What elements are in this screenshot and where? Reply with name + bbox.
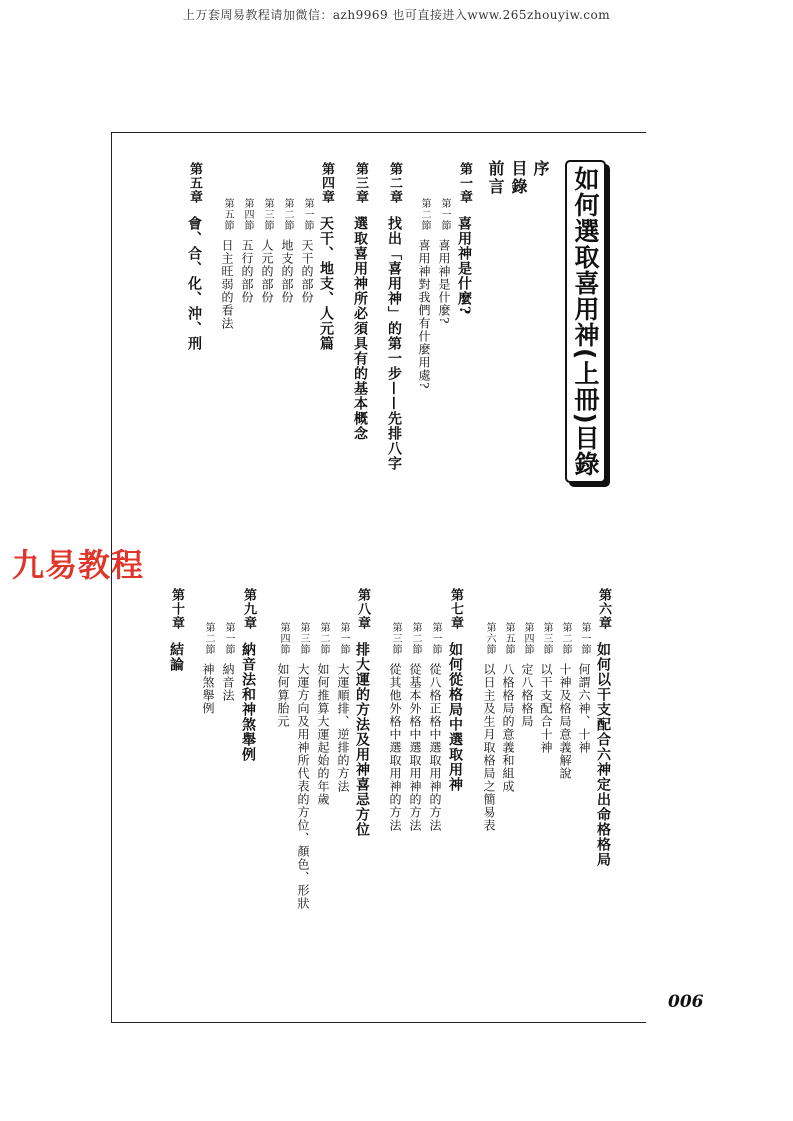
section-title: 人元的部份 [260, 239, 274, 304]
section-title: 從其他外格中選取用神的方法 [388, 663, 402, 832]
toc-section-8-1 [335, 622, 351, 793]
toc-section-4-1 [299, 198, 315, 304]
section-title: 日主旺弱的看法 [220, 239, 234, 330]
page-number: 006 [668, 992, 704, 1012]
toc-chapter-2 [386, 162, 402, 471]
section-title: 地支的部份 [280, 239, 294, 304]
toc-section-6-2 [557, 622, 573, 780]
section-title: 何謂六神、十神 [577, 663, 591, 754]
chapter-title: 會、合、化、沖、刑 [186, 216, 202, 351]
toc-foreword: 前言 [486, 160, 505, 196]
toc-chapter-6 [595, 588, 611, 867]
section-title: 喜用神對我們有什麼用處? [417, 239, 431, 390]
toc-section-4-4 [239, 198, 255, 304]
section-title: 納音法 [221, 663, 235, 702]
chapter-title: 納音法和神煞舉例 [240, 642, 256, 762]
section-title: 天干的部份 [300, 239, 314, 304]
header-banner: 上万套周易教程请加微信：azh9969 也可直接进入www.265zhouyiw.com [182, 8, 611, 22]
toc-chapter-1 [456, 162, 472, 315]
section-label: 第二節 [560, 622, 571, 655]
section-label: 第一節 [439, 198, 450, 231]
toc-chapter-10 [168, 588, 184, 672]
section-title: 如何推算大運起始的年歲 [316, 663, 330, 806]
toc-section-4-3 [259, 198, 275, 304]
toc-section-7-2 [407, 622, 423, 832]
section-label: 第一節 [223, 622, 234, 655]
chapter-title: 結論 [168, 642, 184, 672]
toc-section-7-3 [387, 622, 403, 832]
chapter-label: 第四章 [319, 162, 334, 204]
toc-section-4-5 [219, 198, 235, 330]
chapter-label: 第二章 [387, 162, 402, 204]
chapter-label: 第九章 [241, 588, 256, 630]
section-title: 從八格正格中選取用神的方法 [428, 663, 442, 832]
section-label: 第五節 [222, 198, 233, 231]
toc-contents: 目錄 [509, 160, 528, 196]
toc-section-6-3 [538, 622, 554, 754]
section-label: 第三節 [541, 622, 552, 655]
section-label: 第三節 [298, 622, 309, 655]
chapter-label: 第七章 [448, 588, 463, 630]
section-title: 喜用神是什麼? [437, 239, 451, 325]
section-title: 八格格局的意義和組成 [501, 663, 515, 793]
section-label: 第一節 [302, 198, 313, 231]
toc-chapter-7 [447, 588, 463, 792]
chapter-title: 選取喜用神所必須具有的基本概念 [352, 216, 368, 441]
chapter-title: 喜用神是什麼? [456, 216, 472, 316]
toc-section-1-2 [416, 198, 432, 389]
toc-section-6-4 [519, 622, 535, 728]
toc-section-7-1 [427, 622, 443, 832]
chapter-title: 如何以干支配合六神定出命格格局 [595, 642, 611, 867]
section-label: 第五節 [503, 622, 514, 655]
toc-chapter-8 [354, 588, 370, 837]
chapter-label: 第八章 [355, 588, 370, 630]
toc-section-6-5 [500, 622, 516, 793]
toc-section-6-1 [576, 622, 592, 754]
toc-preface: 序 [531, 160, 550, 178]
chapter-label: 第十章 [169, 588, 184, 630]
section-title: 五行的部份 [240, 239, 254, 304]
chapter-title: 排大運的方法及用神喜忌方位 [354, 642, 370, 837]
toc-section-8-4 [275, 622, 291, 728]
toc-section-9-2 [200, 622, 216, 715]
chapter-label: 第五章 [187, 162, 202, 204]
section-label: 第二節 [203, 622, 214, 655]
toc-section-4-2 [279, 198, 295, 304]
section-label: 第四節 [522, 622, 533, 655]
title-box [565, 160, 606, 483]
section-label: 第二節 [318, 622, 329, 655]
section-label: 第四節 [278, 622, 289, 655]
chapter-label: 第六章 [596, 588, 611, 630]
section-label: 第二節 [419, 198, 430, 231]
page-title: 如何選取喜用神(上冊)目錄 [571, 166, 600, 477]
section-title: 以日主及生月取格局之簡易表 [482, 663, 496, 832]
chapter-label: 第三章 [353, 162, 368, 204]
toc-chapter-4 [318, 162, 334, 351]
toc-chapter-5 [186, 162, 202, 351]
toc-chapter-9 [240, 588, 256, 762]
section-title: 十神及格局意義解說 [558, 663, 572, 780]
section-label: 第二節 [410, 622, 421, 655]
section-title: 定八格格局 [520, 663, 534, 728]
chapter-title: 天干、地支、人元篇 [318, 216, 334, 351]
toc-section-9-1 [220, 622, 236, 702]
section-title: 從基本外格中選取用神的方法 [408, 663, 422, 832]
toc-section-8-3 [295, 622, 311, 910]
section-label: 第三節 [390, 622, 401, 655]
toc-section-6-6 [481, 622, 497, 832]
toc-chapter-3 [352, 162, 368, 441]
toc-section-8-2 [315, 622, 331, 806]
toc-section-1-1 [436, 198, 452, 324]
section-label: 第三節 [262, 198, 273, 231]
section-label: 第二節 [282, 198, 293, 231]
section-label: 第一節 [338, 622, 349, 655]
chapter-title: 如何從格局中選取用神 [447, 642, 463, 792]
section-title: 神煞舉例 [201, 663, 215, 715]
section-label: 第一節 [430, 622, 441, 655]
section-title: 如何算胎元 [276, 663, 290, 728]
section-title: 以干支配合十神 [539, 663, 553, 754]
section-title: 大運順排、逆排的方法 [336, 663, 350, 793]
watermark-text: 九易教程 [12, 546, 145, 584]
chapter-title: 找出「喜用神」的第一步——先排八字 [386, 216, 402, 471]
section-title: 大運方向及用神所代表的方位、顏色、形狀 [296, 663, 310, 910]
section-label: 第一節 [579, 622, 590, 655]
section-label: 第四節 [242, 198, 253, 231]
section-label: 第六節 [484, 622, 495, 655]
chapter-label: 第一章 [457, 162, 472, 204]
